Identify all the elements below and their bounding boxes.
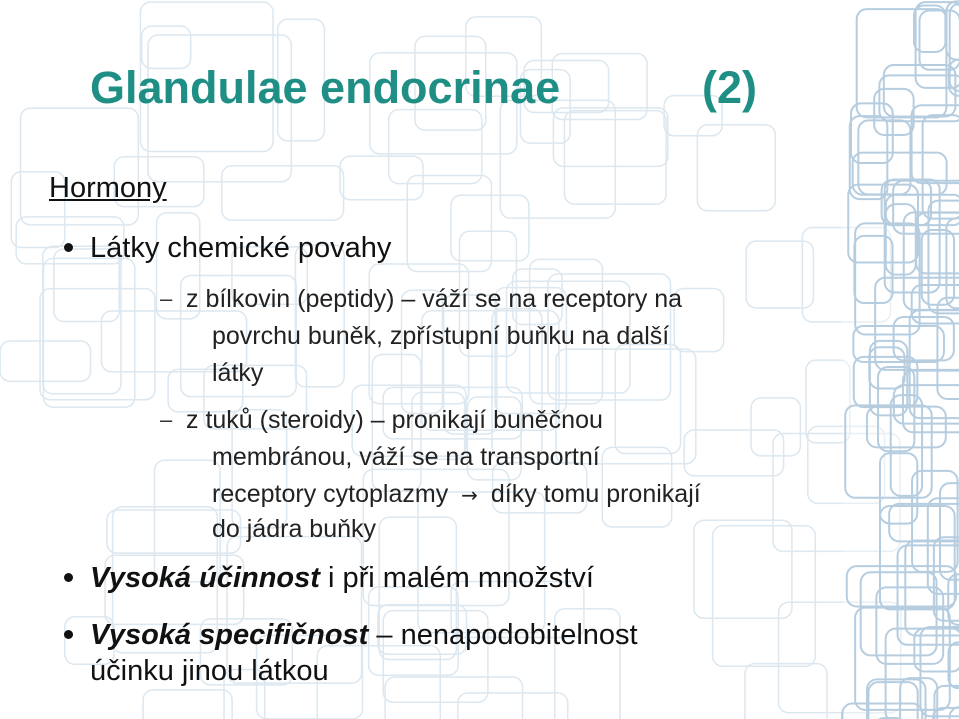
sub-bullet-line: do jádra buňky [212, 515, 377, 543]
bullet-text [90, 560, 594, 597]
sub-bullet-line: membránou, váží se na transportní [212, 443, 600, 471]
sub-bullet-text: receptory cytoplazmy [212, 480, 449, 508]
bullet-dot-icon [64, 573, 76, 585]
bullet-emphasis: Vysoká účinnost [90, 562, 320, 594]
bullet-rest: i při malém množství [319, 562, 594, 594]
bullet-text [90, 617, 638, 654]
sub-bullet-line: látky [212, 359, 264, 387]
sub-bullet-line-with-arrow [212, 476, 701, 513]
arrow-right-icon: → [461, 483, 478, 507]
section-heading: Hormony [49, 172, 167, 204]
slide-title-text: Glandulae endocrinae [90, 62, 561, 113]
sub-bullet-text: díky tomu pronikají [490, 480, 701, 508]
sub-bullet-line: z bílkovin (peptidy) – váží se na receptory na [186, 285, 683, 313]
sub-bullet-line: z tuků (steroidy) – pronikají buněčnou [186, 406, 603, 434]
bullet-text-continuation: účinku jinou látkou [90, 655, 329, 687]
slide-title-number: (2) [702, 62, 757, 113]
slide-title [90, 62, 757, 114]
sub-bullet-line: povrchu buněk, zpřístupní buňku na další [212, 322, 670, 350]
bullet-rest: – nenapodobitelnost [368, 619, 638, 651]
bullet-dot-icon [64, 243, 76, 255]
bullet-dot-icon [64, 630, 76, 642]
dash-icon: – [160, 286, 173, 311]
bullet-emphasis: Vysoká specifičnost [90, 619, 369, 651]
dash-icon: – [160, 407, 173, 432]
bullet-text: Látky chemické povahy [90, 232, 392, 264]
